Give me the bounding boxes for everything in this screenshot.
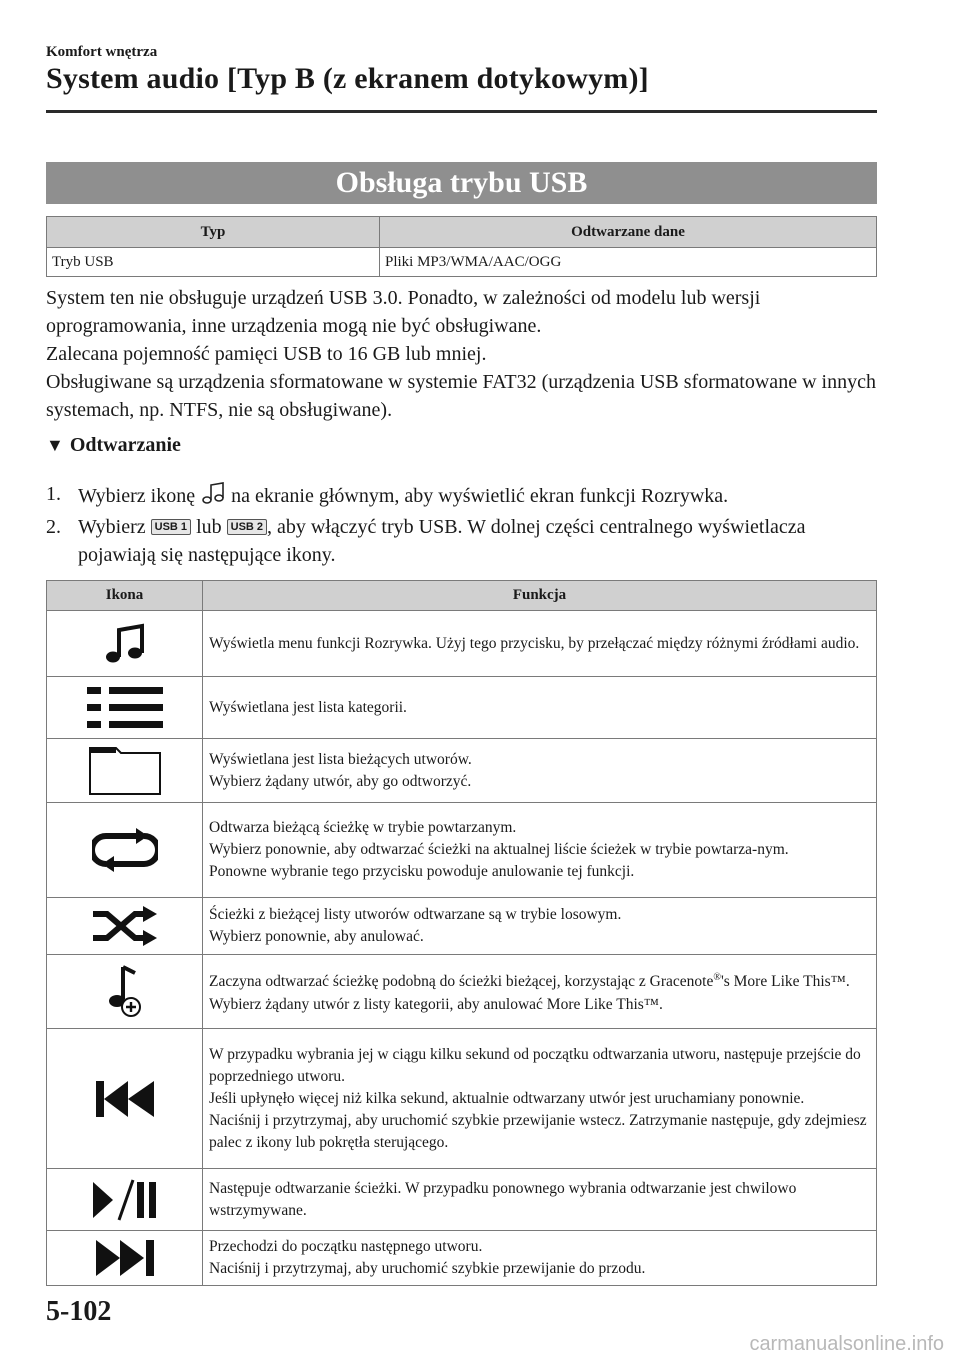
step-number: 1. xyxy=(46,483,61,505)
function-text-part: 's More Like This™. xyxy=(720,973,850,991)
function-text: Wyświetlana jest lista kategorii. xyxy=(209,698,407,716)
function-text-part: Zaczyna odtwarzać ścieżkę podobną do ścieżki bieżącej, korzystając z Gracenote xyxy=(209,973,714,991)
function-text: Przechodzi do początku następnego utworu. xyxy=(209,1238,483,1255)
usb2-button: USB 2 xyxy=(227,519,267,535)
intro-paragraph: System ten nie obsługuje urządzeń USB 3.0. Ponadto, w zależności od modelu lub wersji oprogramowania, inne urządzenia mogą nie być obsługiwane. xyxy=(46,287,761,337)
step-2 xyxy=(46,513,877,569)
function-text: Ponowne wybranie tego przycisku powoduje anulowanie tej funkcji. xyxy=(209,863,635,880)
function-text: Odtwarza bieżącą ścieżkę w trybie powtarzanym. xyxy=(209,819,517,836)
previous-track-icon xyxy=(47,1029,203,1169)
intro-paragraph: Obsługiwane są urządzenia sformatowane w systemie FAT32 (urządzenia USB sformatowane w innych systemach, np. NTFS, nie są obsługiwane). xyxy=(46,371,876,421)
type-table-cell: Tryb USB xyxy=(47,248,380,277)
chapter-subtitle: Komfort wnętrza xyxy=(46,44,158,60)
section-title: Obsługa trybu USB xyxy=(46,162,877,204)
table-row xyxy=(47,739,877,803)
function-text: Wybierz ponownie, aby odtwarzać ścieżki na aktualnej liście ścieżek w trybie powtarza-nym. xyxy=(209,841,789,858)
function-text: W przypadku wybrania jej w ciągu kilku sekund od początku odtwarzania utworu, następuje przejście do poprzedniego utworu. xyxy=(209,1045,861,1085)
repeat-icon xyxy=(47,803,203,898)
function-text: Wyświetla menu funkcji Rozrywka. Użyj tego przycisku, by przełączać między różnymi źródłami audio. xyxy=(209,634,860,652)
table-row xyxy=(47,803,877,898)
page-number: 5-102 xyxy=(46,1296,112,1327)
intro-text xyxy=(46,284,877,424)
steps-list xyxy=(46,480,877,572)
triangle-bullet-icon: ▼ xyxy=(46,435,64,455)
more-like-this-icon xyxy=(47,955,203,1029)
function-text xyxy=(209,967,870,993)
table-row xyxy=(47,611,877,677)
intro-paragraph: Zalecana pojemność pamięci USB to 16 GB lub mniej. xyxy=(46,343,487,365)
step-text: lub xyxy=(191,516,227,538)
table-row xyxy=(47,248,877,277)
type-table-header: Typ xyxy=(47,217,380,248)
watermark: carmanualsonline.info xyxy=(749,1333,944,1355)
step-text: , aby włączyć tryb USB. W dolnej części centralnego wyświetlacza pojawiają się następujące ikony. xyxy=(78,516,806,566)
function-text: Wybierz ponownie, aby anulować. xyxy=(209,928,424,945)
registered-mark: ® xyxy=(713,972,721,984)
type-table-cell: Pliki MP3/WMA/AAC/OGG xyxy=(380,248,877,277)
function-text: Naciśnij i przytrzymaj, aby uruchomić szybkie przewijanie wstecz. Zatrzymanie następuje, gdy zdejmiesz palec z ikony lub pokrętła sterującego. xyxy=(209,1111,867,1151)
header-divider xyxy=(46,110,877,113)
music-note-icon xyxy=(200,480,226,506)
function-text: Wybierz żądany utwór, aby go odtworzyć. xyxy=(209,772,472,790)
function-text: Wyświetlana jest lista bieżących utworów. xyxy=(209,750,472,768)
table-row xyxy=(47,1231,877,1286)
subheading xyxy=(46,434,181,457)
type-table xyxy=(46,216,877,277)
play-pause-icon xyxy=(47,1169,203,1231)
function-text: Ścieżki z bieżącej listy utworów odtwarzane są w trybie losowym. xyxy=(209,906,622,923)
table-row xyxy=(47,677,877,739)
folder-icon xyxy=(47,739,203,803)
function-text: Następuje odtwarzanie ścieżki. W przypadku ponownego wybrania odtwarzanie jest chwilowo wstrzymywane. xyxy=(209,1179,797,1219)
table-row xyxy=(47,1029,877,1169)
subheading-label: Odtwarzanie xyxy=(69,434,181,456)
function-text: Naciśnij i przytrzymaj, aby uruchomić szybkie przewijanie do przodu. xyxy=(209,1260,646,1277)
icon-table xyxy=(46,580,877,1286)
table-row xyxy=(47,898,877,955)
step-text: Wybierz ikonę xyxy=(78,485,201,507)
step-number: 2. xyxy=(46,516,61,538)
shuffle-icon xyxy=(47,898,203,955)
type-table-header: Odtwarzane dane xyxy=(380,217,877,248)
music-note-icon xyxy=(47,611,203,677)
list-icon xyxy=(47,677,203,739)
table-row xyxy=(47,955,877,1029)
function-text: Jeśli upłynęło więcej niż kilka sekund, aktualnie odtwarzany utwór jest uruchamiany ponownie. xyxy=(209,1089,805,1107)
step-1 xyxy=(46,480,877,510)
step-text: Wybierz xyxy=(78,516,151,538)
function-text: Wybierz żądany utwór z listy kategorii, aby anulować More Like This™. xyxy=(209,995,663,1013)
icon-table-header: Funkcja xyxy=(203,581,877,611)
page-title: System audio [Typ B (z ekranem dotykowym)] xyxy=(46,62,649,95)
icon-table-header: Ikona xyxy=(47,581,203,611)
step-text: na ekranie głównym, aby wyświetlić ekran funkcji Rozrywka. xyxy=(226,485,729,507)
usb1-button: USB 1 xyxy=(151,519,191,535)
next-track-icon xyxy=(47,1231,203,1286)
table-row xyxy=(47,1169,877,1231)
